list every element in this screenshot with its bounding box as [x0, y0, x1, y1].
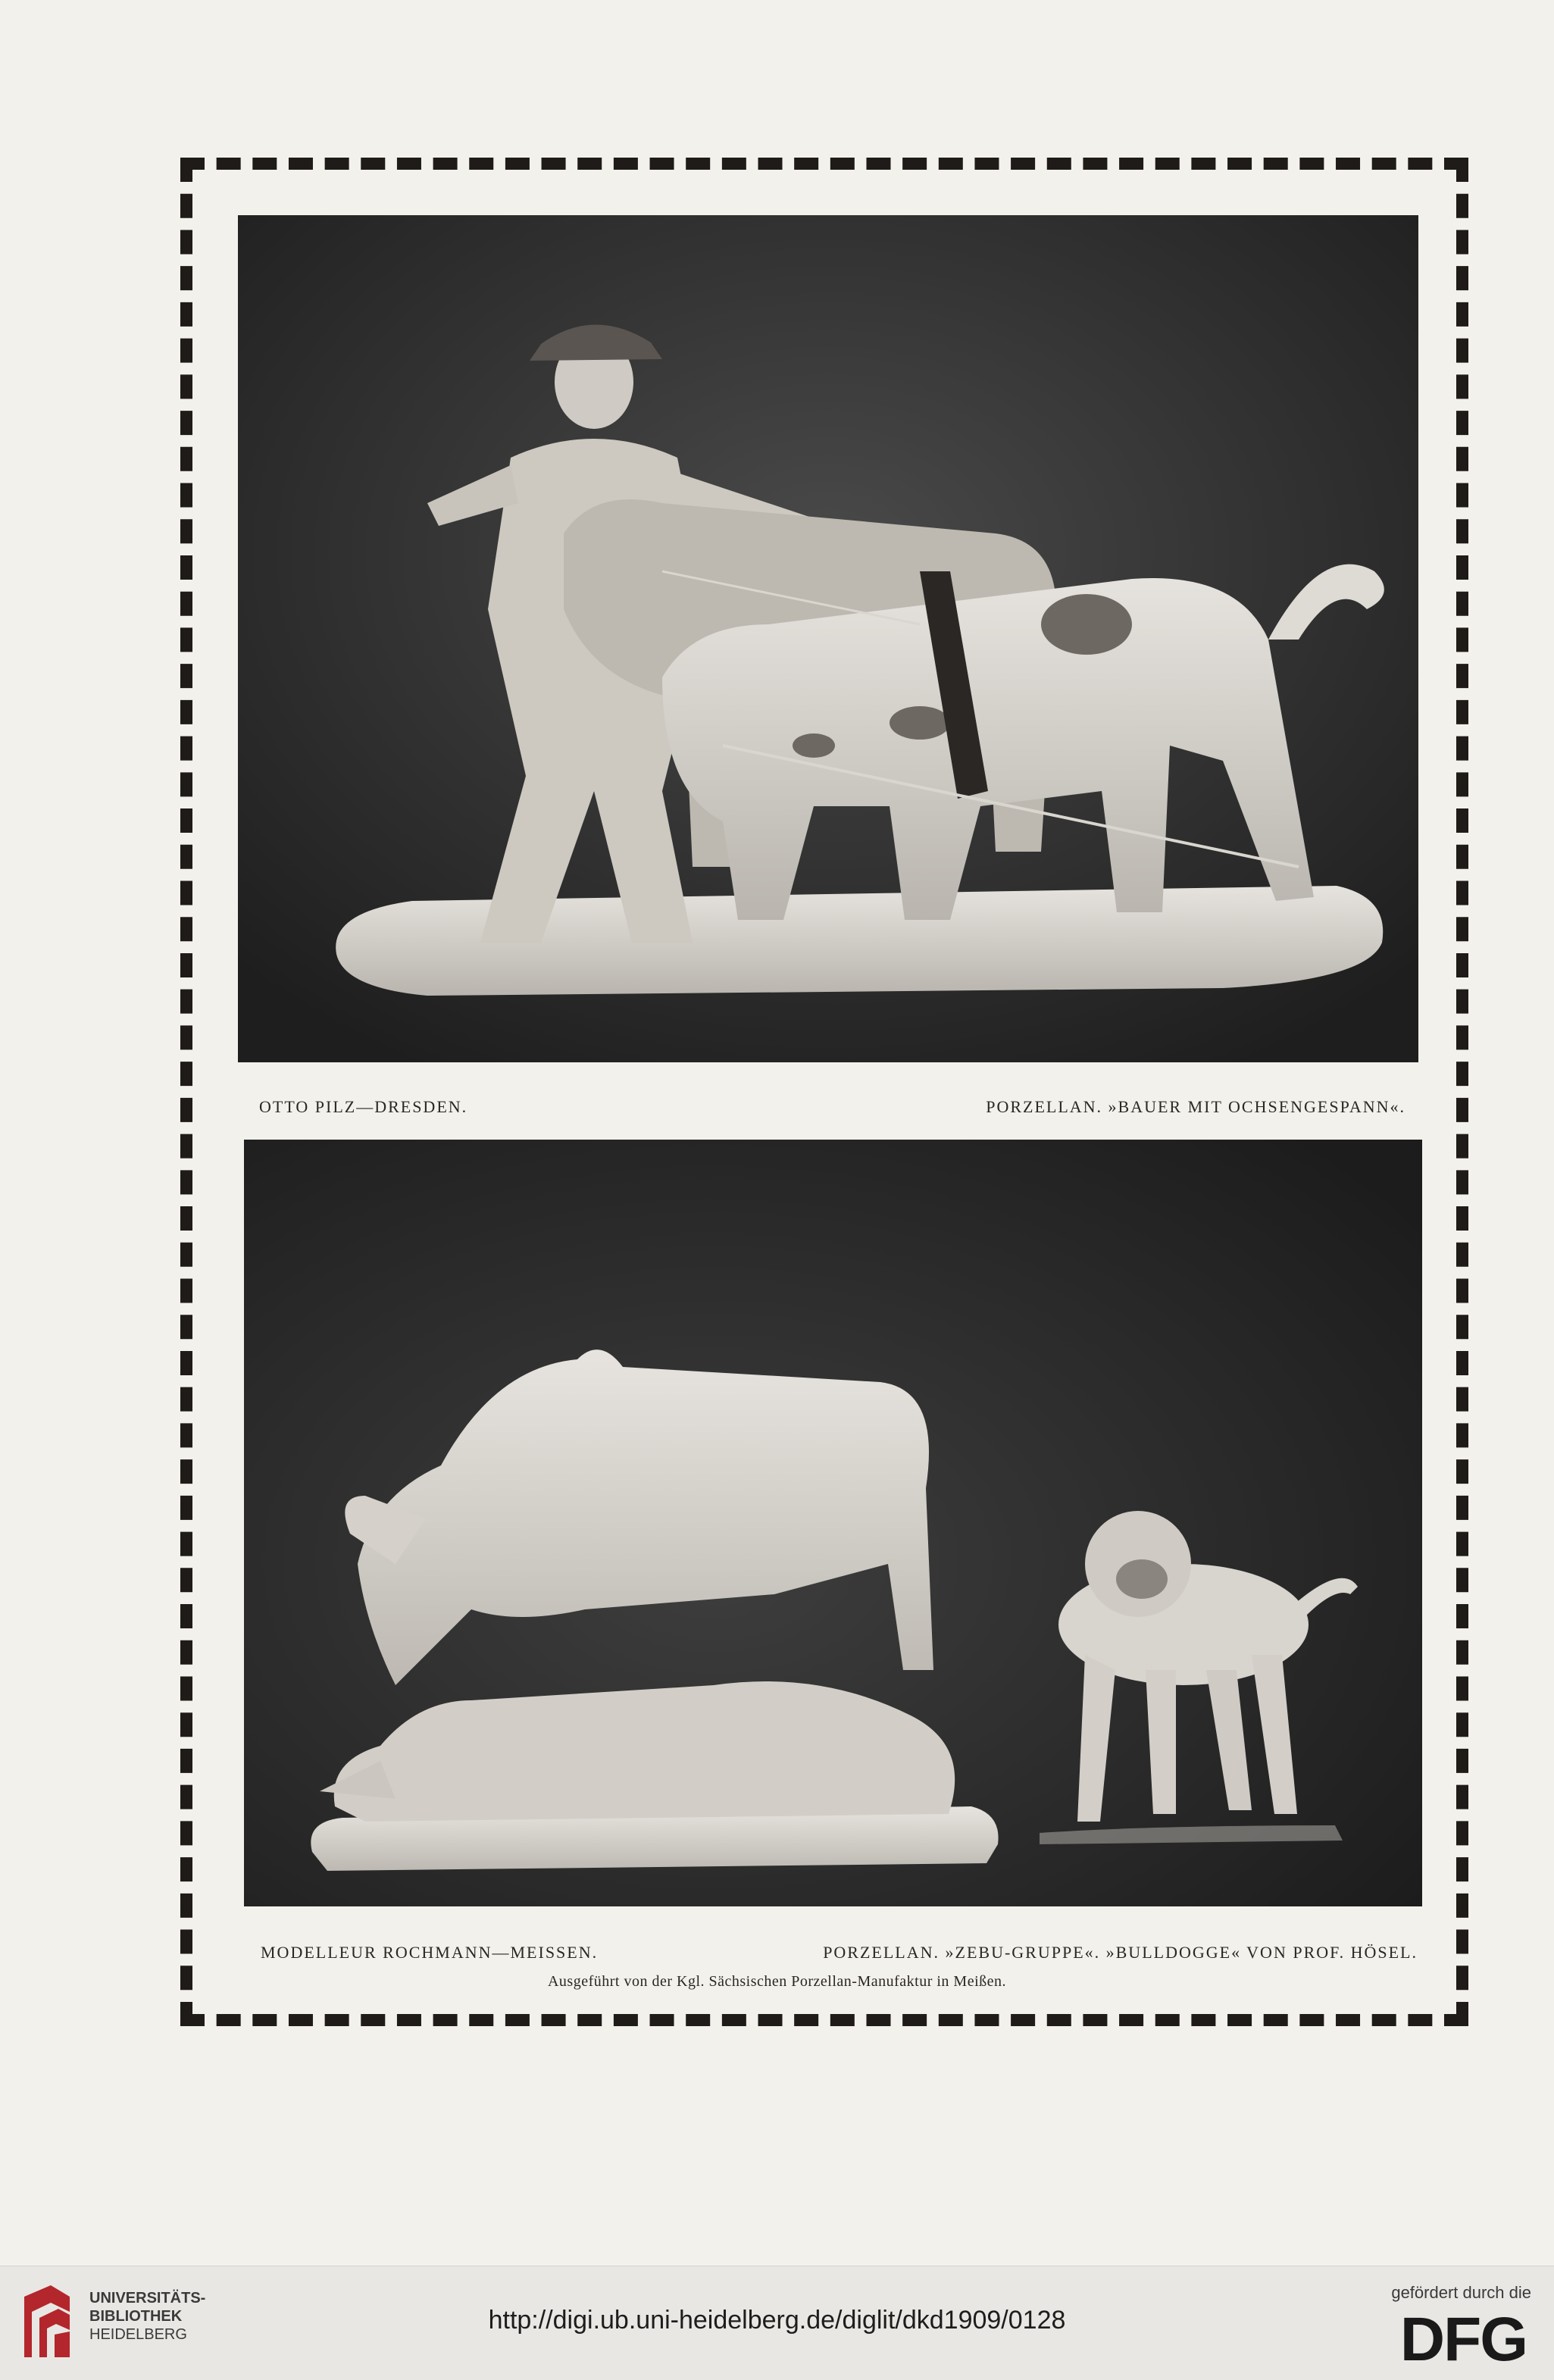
caption-top-left: OTTO PILZ—DRESDEN. — [259, 1097, 468, 1116]
dfg-logo[interactable]: DFG — [1399, 2305, 1527, 2374]
photo-bauer-mit-ochsengespann — [238, 215, 1418, 1062]
photo-zebu-gruppe-bulldogge — [244, 1140, 1422, 1906]
library-name-line3: HEIDELBERG — [89, 2326, 187, 2343]
library-name-line2: BIBLIOTHEK — [89, 2308, 183, 2325]
caption-bottom-left: MODELLEUR ROCHMANN—MEISSEN. — [261, 1943, 599, 1962]
permalink-url[interactable]: http://digi.ub.uni-heidelberg.de/diglit/dkd1909/0128 — [488, 2306, 1066, 2335]
caption-top-right: PORZELLAN. »BAUER MIT OCHSENGESPANN«. — [986, 1097, 1405, 1116]
caption-bottom-subcaption: Ausgeführt von der Kgl. Sächsischen Porzellan-Manufaktur in Meißen. — [547, 1973, 1007, 1990]
caption-bottom-right: PORZELLAN. »ZEBU-GRUPPE«. »BULLDOGGE« VON PROF. HÖSEL. — [823, 1943, 1418, 1962]
funding-note: gefördert durch die — [1391, 2283, 1531, 2302]
library-name-line1: UNIVERSITÄTS- — [89, 2290, 206, 2307]
viewer-footer — [0, 2266, 1554, 2380]
